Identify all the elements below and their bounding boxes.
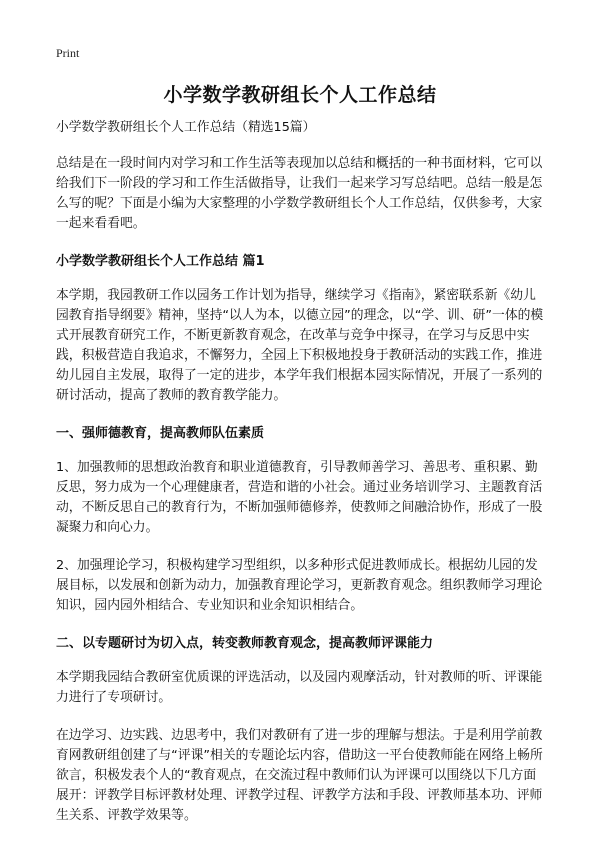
paragraph-ethics-2: 2、加强理论学习，积极构建学习型组织，以多种形式促进教师成长。根据幼儿园的发展目标，以发展和创新为动力，加强教育理论学习，更新教育观念。组织教师学习理论知识，园内园外相结合、专业知识和业余知识相结合。 (56, 558, 543, 613)
paragraph-research-1: 本学期我园结合教研室优质课的评选活动，以及园内观摩活动，针对教师的听、评课能力进行了专项研讨。 (56, 670, 543, 705)
print-link[interactable]: Print (56, 46, 80, 60)
intro-paragraph: 总结是在一段时间内对学习和工作生活等表现加以总结和概括的一种书面材料，它可以给我们下一阶段的学习和工作生活做指导，让我们一起来学习写总结吧。总结一般是怎么写的呢？下面是小编为大家整理的小学数学教研组长个人工作总结，仅供参考，大家一起来看看吧。 (56, 156, 543, 231)
heading-teacher-ethics: 一、强师德教育，提高教师队伍素质 (56, 426, 265, 441)
article-body (56, 118, 548, 844)
page-title: 小学数学教研组长个人工作总结 (163, 84, 437, 106)
paragraph-research-2: 在边学习、边实践、边思考中，我们对教研有了进一步的理解与想法。于是利用学前教育网教研组创建了与“评课”相关的专题论坛内容，借助这一平台使教师能在网络上畅所欲言，积极发表个人的“教育观点，在交流过程中教师们认为评课可以围绕以下几方面展开：评教学目标评教材处理、评教学过程、评教学方法和手段、评教师基本功、评师生关系、评教学效果等。 (56, 728, 543, 823)
section-heading: 小学数学教研组长个人工作总结 篇1 (56, 254, 265, 269)
article-subtitle: 小学数学教研组长个人工作总结（精选15篇） (56, 120, 316, 135)
heading-topic-research: 二、以专题研讨为切入点，转变教师教育观念，提高教师评课能力 (56, 636, 434, 651)
paragraph-ethics-1: 1、加强教师的思想政治教育和职业道德教育，引导教师善学习、善思考、重积累、勤反思，努力成为一个心理健康者，营造和谐的小社会。通过业务培训学习、主题教育活动，不断反思自己的教育行为，不断加强师德修养，使教师之间融洽协作，形成了一股凝聚力和向心力。 (56, 460, 543, 535)
section-intro-paragraph: 本学期，我园教研工作以园务工作计划为指导，继续学习《指南》，紧密联系新《幼儿园教育指导纲要》精神，坚持“以人为本，以德立园”的理念，以“学、训、研”一体的模式开展教育研究工作，不断更新教育观念，在改革与竞争中探寻，在学习与反思中实践，积极营造自我追求，不懈努力，全园上下积极地投身于教研活动的实践工作，推进幼儿园自主发展，取得了一定的进步，本学年我们根据本园实际情况，开展了一系列的研讨活动，提高了教师的教育教学能力。 (56, 288, 544, 403)
